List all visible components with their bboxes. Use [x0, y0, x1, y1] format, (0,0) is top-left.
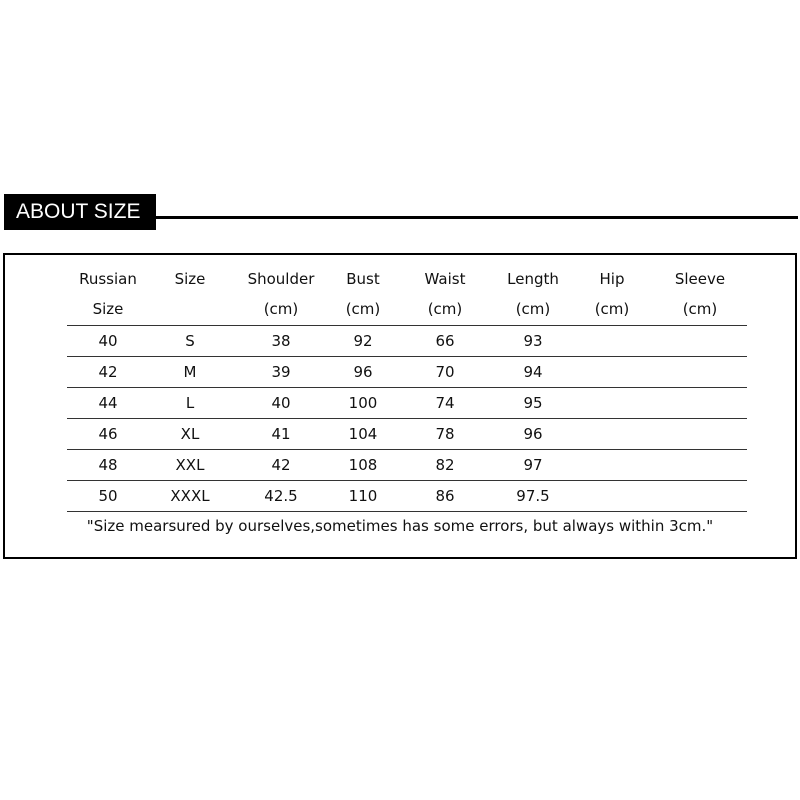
table-row [67, 326, 747, 357]
column-unit [149, 293, 231, 326]
table-cell: 48 [67, 450, 149, 481]
column-unit: (cm) [331, 293, 395, 326]
table-cell: XXXL [149, 481, 231, 512]
table-row [67, 357, 747, 388]
table-unit-row [67, 293, 747, 326]
table-cell: 97 [495, 450, 571, 481]
table-cell: 95 [495, 388, 571, 419]
table-cell: 74 [395, 388, 495, 419]
section-divider [156, 216, 798, 219]
table-cell: 108 [331, 450, 395, 481]
table-cell: 86 [395, 481, 495, 512]
table-cell: 46 [67, 419, 149, 450]
column-header: Size [174, 270, 206, 288]
column-header: Length [507, 270, 559, 288]
table-cell: 39 [231, 357, 331, 388]
measurement-note: "Size mearsured by ourselves,sometimes has some errors, but always within 3cm." [86, 517, 714, 535]
table-row [67, 388, 747, 419]
table-cell: 96 [495, 419, 571, 450]
table-cell [653, 388, 747, 419]
column-unit: (cm) [571, 293, 653, 326]
column-header: Sleeve [674, 270, 726, 288]
table-cell [571, 357, 653, 388]
column-unit: Size [67, 293, 149, 326]
table-cell: 40 [231, 388, 331, 419]
table-cell: 66 [395, 326, 495, 357]
column-header: Bust [346, 270, 380, 288]
table-cell [653, 450, 747, 481]
table-cell: 41 [231, 419, 331, 450]
column-header: Shoulder [247, 270, 315, 288]
table-cell: 50 [67, 481, 149, 512]
column-unit: (cm) [653, 293, 747, 326]
size-table [67, 265, 747, 512]
table-row [67, 481, 747, 512]
table-cell: 40 [67, 326, 149, 357]
table-cell [571, 419, 653, 450]
table-cell: 93 [495, 326, 571, 357]
table-cell: 110 [331, 481, 395, 512]
column-unit: (cm) [395, 293, 495, 326]
table-cell [571, 388, 653, 419]
table-cell: 104 [331, 419, 395, 450]
table-cell: 42 [231, 450, 331, 481]
table-row [67, 450, 747, 481]
table-cell: 97.5 [495, 481, 571, 512]
table-cell: 96 [331, 357, 395, 388]
column-header: Waist [424, 270, 466, 288]
table-cell [571, 450, 653, 481]
table-cell: 38 [231, 326, 331, 357]
column-unit: (cm) [495, 293, 571, 326]
table-cell [571, 326, 653, 357]
table-cell: 70 [395, 357, 495, 388]
table-cell [653, 357, 747, 388]
table-cell: 44 [67, 388, 149, 419]
table-cell [653, 326, 747, 357]
column-header: Hip [599, 270, 625, 288]
table-cell: 92 [331, 326, 395, 357]
section-title: ABOUT SIZE [4, 194, 156, 230]
table-cell [653, 481, 747, 512]
table-cell [571, 481, 653, 512]
table-cell: 82 [395, 450, 495, 481]
table-cell: L [149, 388, 231, 419]
table-cell: S [149, 326, 231, 357]
table-cell: XXL [149, 450, 231, 481]
table-cell: 94 [495, 357, 571, 388]
size-chart-box [3, 253, 797, 559]
table-cell: 42 [67, 357, 149, 388]
table-row [67, 419, 747, 450]
column-unit: (cm) [231, 293, 331, 326]
table-cell [653, 419, 747, 450]
column-header: Russian [79, 270, 137, 288]
table-header-row [67, 265, 747, 293]
table-cell: 42.5 [231, 481, 331, 512]
table-cell: M [149, 357, 231, 388]
table-cell: 100 [331, 388, 395, 419]
table-cell: 78 [395, 419, 495, 450]
table-cell: XL [149, 419, 231, 450]
